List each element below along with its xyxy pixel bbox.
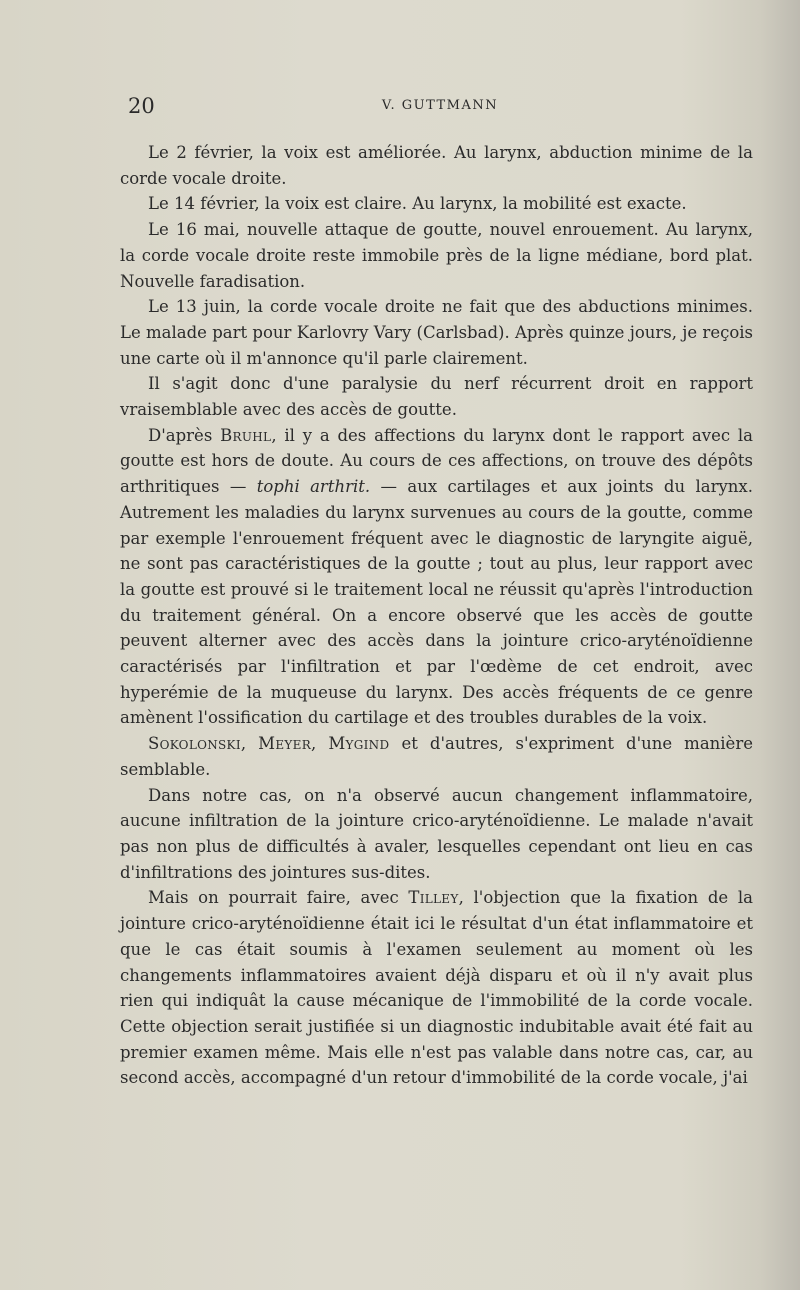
paragraph-4: Le 13 juin, la corde vocale droite ne fait que des abductions minimes. Le malade part pour Karlovry Vary (Carlsbad). Après quinze jours, je reçois une carte où il m'annonce qu'il parle clairement. xyxy=(120,297,753,368)
paragraph-7-sep-2: , xyxy=(311,734,329,754)
author-name-mygind: Mygind xyxy=(328,734,390,754)
author-name-tilley: Tilley xyxy=(408,888,459,908)
author-name-meyer: Meyer xyxy=(258,734,312,754)
paragraph-1: Le 2 février, la voix est améliorée. Au larynx, abduction minime de la corde vocale droite. xyxy=(120,143,753,188)
paragraph-7-sep-1: , xyxy=(240,734,259,754)
paragraph-9 xyxy=(120,885,753,1091)
author-name-bruhl: Bruhl xyxy=(220,425,272,445)
paragraph-6-text-c: — aux cartilages et aux joints du larynx. Autrement les maladies du larynx survenues au cours de la goutte, comme par exemple l'enrouement fréquent avec le diagnostic de laryngite aiguë, ne sont pas caractéristiques de la goutte ; tout au plus, leur rapport avec la goutte est prouvé si le traitement local ne réussit qu'après l'introduction du traitement général. On a encore observé que les accès de goutte peuvent alterner avec des accès dans la jointure crico-aryténoïdienne caractérisés par l'infiltration et par l'œdème de cet endroit, avec hyperémie de la muqueuse du larynx. Des accès fréquents de ce genre amènent l'ossification du cartilage et des troubles durables de la voix. xyxy=(120,477,753,728)
paragraph-6-text-a: D'après xyxy=(148,425,221,445)
body-text xyxy=(120,140,753,1091)
paragraph-7 xyxy=(120,731,753,782)
paragraph-9-text-a: Mais on pourrait faire, avec xyxy=(148,888,409,908)
page-number: 20 xyxy=(128,94,155,118)
paragraph-9-text-b: , l'objection que la fixation de la jointure crico-aryténoïdienne était ici le résultat d'un état inflammatoire et que le cas était soumis à l'examen seulement au moment où les changements inflammatoires avaient déjà disparu et où il n'y avait plus rien qui indiquât la cause mécanique de l'immobilité de la corde vocale. Cette objection serait justifiée si un diagnostic indubitable avait été fait au premier examen même. Mais elle n'est pas valable dans notre cas, car, au second accès, accompagné d'un retour d'immobilité de la corde vocale, j'ai xyxy=(120,888,753,1088)
paragraph-8: Dans notre cas, on n'a observé aucun changement inflammatoire, aucune infiltration de la jointure crico-aryténoïdienne. Le malade n'avait pas non plus de difficultés à avaler, lesquelles cependant ont lieu en cas d'infiltrations des jointures sus-dites. xyxy=(120,785,753,882)
paragraph-2: Le 14 février, la voix est claire. Au larynx, la mobilité est exacte. xyxy=(148,194,687,214)
latin-term: tophi arthrit. xyxy=(256,477,371,497)
paragraph-6 xyxy=(120,423,753,731)
paragraph-3: Le 16 mai, nouvelle attaque de goutte, nouvel enrouement. Au larynx, la corde vocale droite reste immobile près de la ligne médiane, bord plat. Nouvelle faradisation. xyxy=(120,220,753,291)
author-name-sokolonski: Sokolonski xyxy=(148,734,241,754)
running-head: V. GUTTMANN xyxy=(381,98,499,113)
paragraph-6-text-b: , il y a des affections du larynx dont le rapport avec la goutte est hors de doute. Au cours de ces affections, on trouve des dépôts arthritiques — xyxy=(120,425,754,497)
page-header xyxy=(128,94,752,124)
paragraph-5: Il s'agit donc d'une paralysie du nerf récurrent droit en rapport vraisemblable avec des accès de goutte. xyxy=(120,374,753,420)
paragraph-7-text: et d'autres, s'expriment d'une manière semblable. xyxy=(120,734,753,779)
